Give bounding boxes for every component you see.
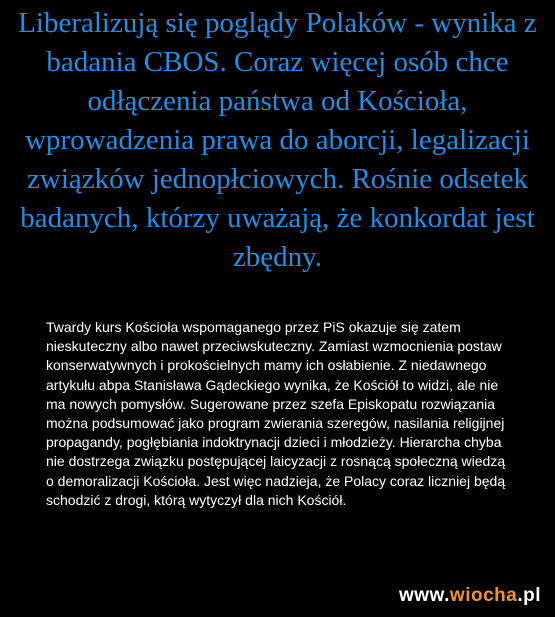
watermark-prefix: www. [399, 585, 450, 606]
watermark-suffix: .pl [517, 585, 541, 606]
watermark-name: wiocha [449, 585, 518, 606]
body-paragraph: Twardy kurs Kościoła wspomaganego przez PiS okazuje się zatem nieskuteczny albo nawet przeciwskuteczny. Zamiast wzmocnienia postaw konserwatywnych i prokościelnych mamy ich osłabienie. Z niedawnego artykułu abpa Stanisława Gądeckiego wynika, że Kościół to widzi, ale nie ma nowych pomysłów. Sugerowane przez szefa Episkopatu rozwiązania można podsumować jako program zwierania szeregów, nasilania religijnej propagandy, pogłębiania indoktrynacji dzieci i młodzieży. Hierarcha chyba nie dostrzega związku postępującej laicyzacji z rosnącą społeczną wiedzą o demoralizacji Kościoła. Jest więc nadzieja, że Polacy coraz liczniej będą schodzić z drogi, którą wytyczył dla nich Kościół. [46, 319, 506, 508]
site-watermark [399, 585, 541, 607]
headline: Liberalizują się poglądy Polaków - wynika z badania CBOS. Coraz więcej osób chce odłączenia państwa od Kościoła, wprowadzenia prawa do aborcji, legalizacji związków jednopłciowych. Rośnie odsetek badanych, którzy uważają, że konkordat jest zbędny. [18, 7, 537, 273]
